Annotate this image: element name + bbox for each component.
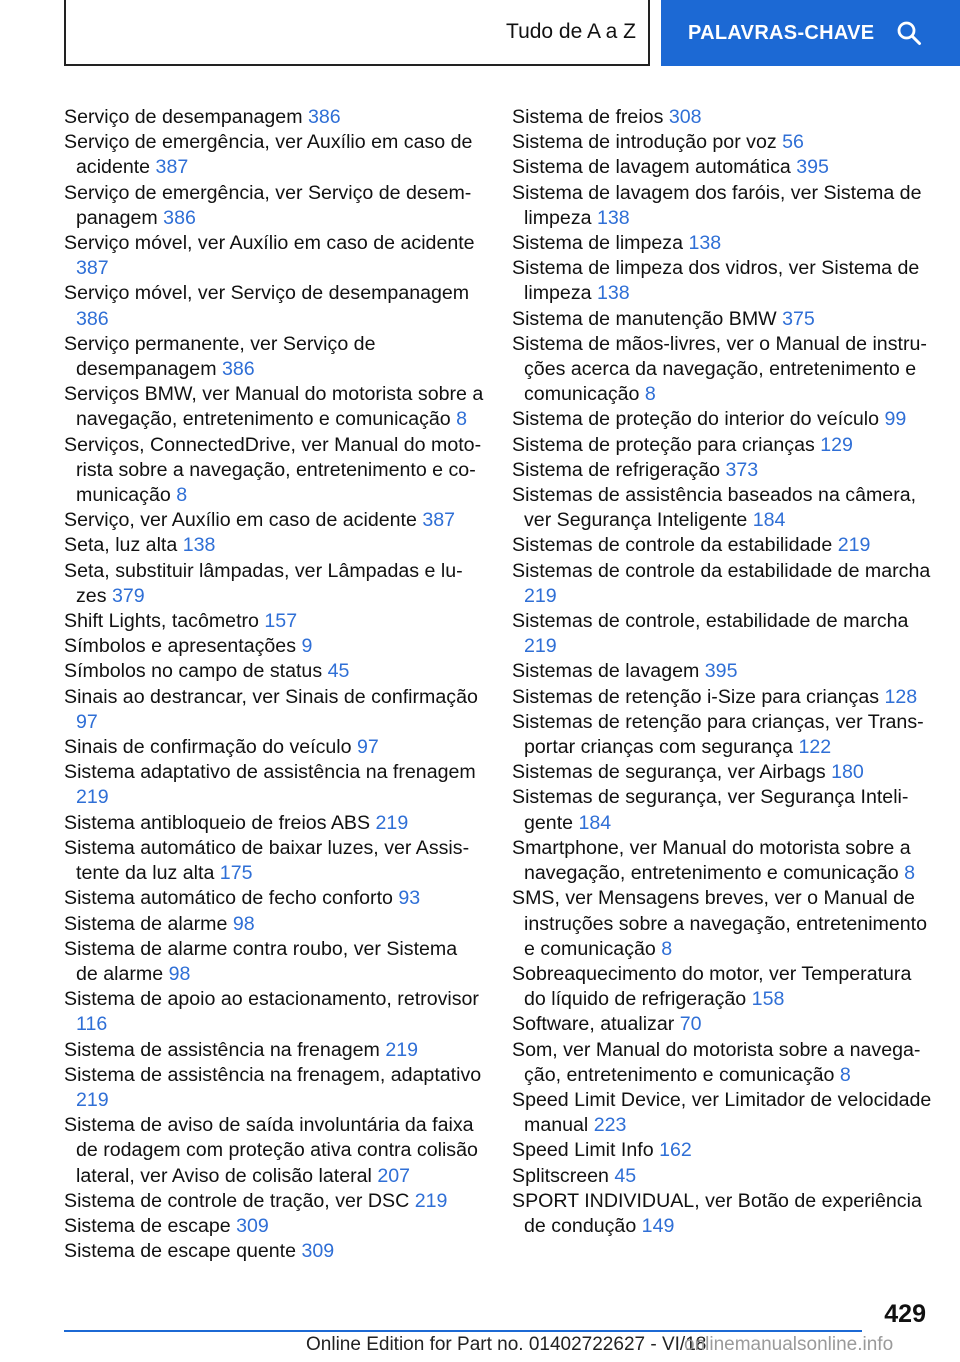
- tab-a-to-z-label: Tudo de A a Z: [506, 20, 636, 43]
- index-entry-text: Seta, substituir lâmpadas, ver Lâmpadas e luzes: [64, 559, 463, 607]
- index-entry-text: Sistema de lavagem dos faróis, ver Sistema de limpeza: [512, 181, 922, 229]
- index-entry: [512, 407, 932, 432]
- index-entry: [64, 1214, 484, 1239]
- index-entry-text: SMS, ver Mensagens breves, ver o Manual de instruções sobre a navegação, entretenimento e comunicação: [512, 887, 928, 960]
- index-entry-text: Serviço de emergência, ver Auxílio em caso de acidente: [64, 131, 473, 179]
- index-entry-text: Serviço móvel, ver Auxílio em caso de acidente: [64, 232, 475, 255]
- index-entry-text: Sistema de assistência na frenagem: [64, 1038, 380, 1061]
- index-entry: [512, 231, 932, 256]
- page-reference-link[interactable]: 219: [76, 786, 109, 809]
- page-reference-link[interactable]: 98: [168, 962, 191, 985]
- page-reference-link[interactable]: 97: [357, 736, 379, 759]
- index-entry-text: Sistema de proteção para crianças: [512, 433, 815, 456]
- index-entry-text: Sistema de manutenção BMW: [512, 307, 777, 330]
- page-number: 429: [884, 1300, 926, 1328]
- page-reference-link[interactable]: 93: [398, 887, 421, 910]
- page-reference-link[interactable]: 375: [782, 307, 815, 330]
- index-entry: [512, 181, 932, 231]
- tab-keywords-label: PALAVRAS-CHAVE: [688, 21, 875, 44]
- page-reference-link[interactable]: 162: [659, 1139, 692, 1162]
- index-entry: [64, 433, 484, 509]
- index-entry-text: Sistema de apoio ao estacionamento, retrovisor: [64, 988, 479, 1011]
- page-reference-link[interactable]: 116: [76, 1013, 108, 1036]
- page-reference-link[interactable]: 223: [593, 1114, 627, 1137]
- page-reference-link[interactable]: 184: [578, 811, 612, 834]
- page-reference-link[interactable]: 379: [111, 584, 145, 607]
- index-entry-text: Sistema adaptativo de assistência na frenagem: [64, 761, 476, 784]
- index-entry: [512, 458, 932, 483]
- index-entry-text: Seta, luz alta: [64, 534, 178, 557]
- index-entry-text: Smartphone, ver Manual do motorista sobre a navegação, entretenimento e comunicação: [512, 836, 911, 885]
- index-entry-text: Sistema de refrigeração: [512, 458, 721, 481]
- edition-text: Online Edition for Part no. 01402722627 - VI/18: [306, 1334, 707, 1355]
- index-entry: [64, 912, 484, 937]
- index-entry-text: Sistema de limpeza: [512, 232, 683, 255]
- index-entry-text: Serviços, ConnectedDrive, ver Manual do motorista sobre a navegação, entretenimento e comunicação: [64, 433, 482, 507]
- page-reference-link[interactable]: 99: [884, 408, 907, 431]
- index-entry-text: Serviço de emergência, ver Serviço de desempanagem: [64, 181, 472, 229]
- index-entry-text: Sistema automático de baixar luzes, ver Assistente da luz alta: [64, 836, 470, 885]
- page-reference-link[interactable]: 308: [668, 106, 702, 128]
- index-entry: [64, 659, 484, 684]
- page-reference-link[interactable]: 219: [837, 534, 871, 557]
- index-entry: [64, 760, 484, 810]
- index-entry: [512, 962, 932, 1012]
- page-reference-link[interactable]: 8: [661, 937, 673, 960]
- index-entry-text: Sistema de escape: [64, 1214, 231, 1237]
- page-reference-link[interactable]: 219: [414, 1189, 448, 1212]
- index-entry: [64, 1113, 484, 1189]
- index-entry-text: Sistema de assistência na frenagem, adaptativo: [64, 1063, 482, 1086]
- page-reference-link[interactable]: 387: [76, 257, 109, 280]
- page-reference-link[interactable]: 219: [524, 584, 557, 607]
- index-entry-text: Sistemas de retenção para crianças, ver Transportar crianças com segurança: [512, 710, 924, 759]
- index-entry: [512, 1138, 932, 1163]
- index-entry-text: Serviços BMW, ver Manual do motorista sobre a navegação, entretenimento e comunicação: [64, 383, 484, 431]
- index-entry: [512, 760, 932, 785]
- page-reference-link[interactable]: 387: [422, 509, 456, 532]
- page-reference-link[interactable]: 8: [644, 383, 656, 406]
- page-reference-link[interactable]: 184: [752, 509, 786, 532]
- page-reference-link[interactable]: 386: [307, 106, 341, 128]
- index-entry-text: Sinais ao destrancar, ver Sinais de confirmação: [64, 685, 478, 708]
- index-entry: [64, 987, 484, 1037]
- index-entry-text: SPORT INDIVIDUAL, ver Botão de experiência de condução: [512, 1189, 922, 1237]
- index-entry-text: Som, ver Manual do motorista sobre a navegação, entretenimento e comunicação: [512, 1038, 921, 1086]
- index-entry-text: Shift Lights, tacômetro: [64, 610, 259, 633]
- index-entry-text: Símbolos e apresentações: [64, 635, 296, 658]
- tab-a-to-z[interactable]: [64, 0, 650, 66]
- index-entry: [512, 1038, 932, 1088]
- index-entry: [512, 710, 932, 760]
- index-entry: [512, 1088, 932, 1138]
- page-reference-link[interactable]: 395: [704, 660, 738, 683]
- index-entry-text: Software, atualizar: [512, 1013, 675, 1036]
- index-entry-text: Serviço, ver Auxílio em caso de acidente: [64, 509, 417, 532]
- page-reference-link[interactable]: 70: [679, 1013, 702, 1036]
- index-entry: [64, 533, 484, 558]
- index-entry: [512, 1012, 932, 1037]
- index-entry-text: Sistema de freios: [512, 106, 664, 128]
- page-reference-link[interactable]: 9: [301, 635, 313, 658]
- page-reference-link[interactable]: 395: [796, 156, 829, 179]
- index-entry: [512, 1189, 932, 1239]
- index-column-left: [64, 105, 484, 1264]
- page-reference-link[interactable]: 138: [182, 534, 216, 557]
- index-entry: [512, 785, 932, 835]
- page-reference-link[interactable]: 149: [641, 1214, 675, 1237]
- page-reference-link[interactable]: 219: [76, 1088, 109, 1111]
- index-entry: [64, 937, 484, 987]
- index-entry: [512, 105, 932, 130]
- index-entry-text: Sistema de aviso de saída involuntária da faixa de rodagem com proteção ativa contra colisão lateral, ver Aviso de colisão lateral: [64, 1114, 478, 1187]
- index-entry: [512, 533, 932, 558]
- page-reference-link[interactable]: 128: [884, 685, 918, 708]
- index-entry-text: Símbolos no campo de status: [64, 660, 323, 683]
- index-entry-text: Sistemas de controle da estabilidade de marcha: [512, 559, 931, 582]
- index-entry-text: Sistema de lavagem automática: [512, 156, 791, 179]
- index-entry: [512, 130, 932, 155]
- index-entry-text: Speed Limit Info: [512, 1139, 654, 1162]
- page-reference-link[interactable]: 8: [839, 1063, 851, 1086]
- page-reference-link[interactable]: 8: [456, 408, 468, 431]
- index-entry: [64, 105, 484, 130]
- page-reference-link[interactable]: 386: [76, 307, 109, 330]
- index-entry: [64, 1063, 484, 1113]
- page-reference-link[interactable]: 157: [264, 610, 298, 633]
- page-reference-link[interactable]: 158: [751, 988, 785, 1011]
- index-entry: [512, 307, 932, 332]
- index-entry: [512, 155, 932, 180]
- index-entry: [64, 634, 484, 659]
- index-entry: [512, 1164, 932, 1189]
- page-reference-link[interactable]: 219: [385, 1038, 419, 1061]
- index-entry: [512, 433, 932, 458]
- index-entry: [64, 130, 484, 180]
- index-entry: [512, 559, 932, 609]
- page-reference-link[interactable]: 138: [596, 282, 630, 305]
- index-entry-text: Sistemas de segurança, ver Segurança Inteligente: [512, 786, 909, 834]
- index-entry-text: Sinais de confirmação do veículo: [64, 736, 352, 759]
- index-entry-text: Sistema de alarme: [64, 912, 228, 935]
- index-entry-text: Sistema de alarme contra roubo, ver Sistema de alarme: [64, 937, 458, 985]
- index-entry-text: Sistema de controle de tração, ver DSC: [64, 1189, 410, 1212]
- index-entry: [64, 735, 484, 760]
- page-reference-link[interactable]: 138: [596, 206, 630, 229]
- index-entry: [512, 685, 932, 710]
- index-entry: [512, 332, 932, 408]
- page-reference-link[interactable]: 207: [377, 1164, 411, 1187]
- index-entry-text: Sobreaquecimento do motor, ver Temperatura do líquido de refrigeração: [512, 962, 912, 1011]
- index-entry: [64, 836, 484, 886]
- index-entry-text: Speed Limit Device, ver Limitador de velocidade manual: [512, 1088, 932, 1137]
- page-reference-link[interactable]: 138: [688, 232, 722, 255]
- index-entry: [64, 1038, 484, 1063]
- index-entry: [64, 508, 484, 533]
- page-reference-link[interactable]: 8: [904, 862, 916, 885]
- index-entry-text: Serviço de desempanagem: [64, 106, 303, 128]
- index-entry: [64, 609, 484, 634]
- index-entry: [64, 1239, 484, 1264]
- watermark: onlinemanualsonline.info: [684, 1334, 894, 1355]
- page-reference-link[interactable]: 129: [820, 433, 853, 456]
- page-reference-link[interactable]: 98: [232, 912, 255, 935]
- index-entry-text: Sistema de escape quente: [64, 1240, 297, 1263]
- top-navigation: [64, 0, 960, 66]
- index-entry-text: Sistema de limpeza dos vidros, ver Sistema de limpeza: [512, 257, 920, 305]
- index-entry: [64, 231, 484, 281]
- page-reference-link[interactable]: 180: [831, 761, 864, 784]
- index-entry: [512, 256, 932, 306]
- page-reference-link[interactable]: 45: [614, 1164, 637, 1187]
- page-reference-link[interactable]: 8: [176, 484, 188, 507]
- index-entry: [512, 886, 932, 962]
- page-reference-link[interactable]: 56: [782, 131, 804, 154]
- index-entry: [64, 685, 484, 735]
- index-entry-text: Sistema antibloqueio de freios ABS: [64, 811, 371, 834]
- index-entry-text: Sistemas de retenção i-Size para crianças: [512, 685, 880, 708]
- index-entry: [512, 609, 932, 659]
- index-entry: [64, 281, 484, 331]
- index-entry: [512, 659, 932, 684]
- page-reference-link[interactable]: 386: [221, 358, 255, 381]
- index-entry: [512, 483, 932, 533]
- index-entry-text: Sistema de proteção do interior do veículo: [512, 408, 880, 431]
- page-reference-link[interactable]: 309: [236, 1214, 269, 1237]
- index-entry: [64, 559, 484, 609]
- index-entry-text: Sistemas de assistência baseados na câmera, ver Segurança Inteligente: [512, 484, 917, 532]
- page-reference-link[interactable]: 387: [155, 156, 189, 179]
- page-reference-link[interactable]: 175: [219, 862, 253, 885]
- index-column-right: [512, 105, 932, 1239]
- index-entry: [64, 811, 484, 836]
- page-reference-link[interactable]: 122: [798, 736, 832, 759]
- page-reference-link[interactable]: 373: [725, 458, 759, 481]
- index-entry-text: Sistemas de controle da estabilidade: [512, 534, 833, 557]
- search-icon[interactable]: [896, 20, 922, 46]
- index-entry-text: Sistema automático de fecho conforto: [64, 887, 393, 910]
- index-entry: [64, 886, 484, 911]
- index-entry-text: Sistema de mãos-livres, ver o Manual de instruções acerca da navegação, entretenimento e comunicação: [512, 332, 927, 406]
- index-entry: [64, 1189, 484, 1214]
- page-reference-link[interactable]: 45: [327, 660, 350, 683]
- index-entry: [64, 332, 484, 382]
- page-reference-link[interactable]: 386: [163, 206, 196, 229]
- index-entry: [512, 836, 932, 886]
- index-entry-text: Serviço permanente, ver Serviço de desempanagem: [64, 332, 376, 381]
- page-reference-link[interactable]: 97: [76, 710, 98, 733]
- page-reference-link[interactable]: 309: [301, 1240, 335, 1263]
- index-entry: [64, 382, 484, 432]
- index-entry-text: Serviço móvel, ver Serviço de desempanagem: [64, 282, 470, 305]
- index-entry-text: Sistemas de segurança, ver Airbags: [512, 761, 826, 784]
- page-reference-link[interactable]: 219: [375, 811, 409, 834]
- index-entry-text: Splitscreen: [512, 1164, 609, 1187]
- page-reference-link[interactable]: 219: [524, 635, 557, 658]
- index-entry-text: Sistema de introdução por voz: [512, 131, 777, 154]
- index-entry-text: Sistemas de lavagem: [512, 660, 700, 683]
- footer-divider: [64, 1330, 862, 1332]
- index-entry-text: Sistemas de controle, estabilidade de marcha: [512, 610, 909, 633]
- tab-keywords[interactable]: [661, 0, 960, 66]
- index-entry: [64, 181, 484, 231]
